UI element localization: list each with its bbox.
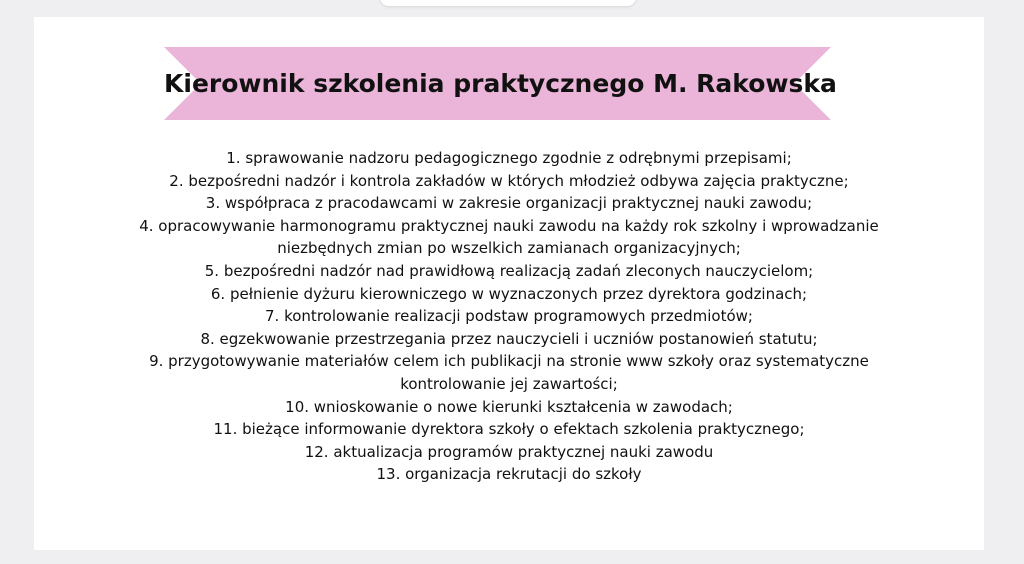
content-card (34, 17, 984, 550)
duty-line: 1. sprawowanie nadzoru pedagogicznego zgodnie z odrębnymi przepisami; (226, 149, 792, 167)
duty-item (74, 350, 944, 395)
duty-line: 2. bezpośredni nadzór i kontrola zakładów w których młodzież odbywa zajęcia praktyczne; (169, 171, 849, 190)
duty-line: 6. pełnienie dyżuru kierowniczego w wyznaczonych przez dyrektora godzinach; (210, 284, 808, 303)
duty-line: 10. wnioskowanie o nowe kierunki kształcenia w zawodach; (285, 397, 733, 416)
page-title: Kierownik szkolenia praktycznego M. Rakowska (164, 69, 837, 98)
duty-line: 8. egzekwowanie przestrzegania przez nauczycieli i uczniów postanowień statutu; (200, 329, 818, 348)
duty-line: 7. kontrolowanie realizacji podstaw programowych przedmiotów; (265, 307, 753, 326)
duty-line: 9. przygotowywanie materiałów celem ich publikacji na stronie www szkoły oraz systematyczne (149, 352, 869, 371)
duty-item (74, 441, 944, 464)
duty-line: 11. bieżące informowanie dyrektora szkoły o efektach szkolenia praktycznego; (213, 420, 805, 439)
top-tab (380, 0, 636, 6)
duty-line: 4. opracowywanie harmonogramu praktycznej nauki zawodu na każdy rok szkolny i wprowadzanie (139, 216, 879, 235)
duty-line: kontrolowanie jej zawartości; (400, 374, 618, 393)
duty-line: 13. organizacja rekrutacji do szkoły (376, 465, 642, 484)
duty-item (74, 396, 944, 419)
duty-item (74, 260, 944, 283)
duty-item (74, 170, 944, 193)
duty-item (74, 215, 944, 260)
duties-list (74, 147, 944, 486)
duty-line: niezbędnych zmian po wszelkich zamianach organizacyjnych; (277, 239, 741, 258)
duty-item (74, 463, 944, 486)
duty-item (74, 147, 944, 170)
duty-line: 5. bezpośredni nadzór nad prawidłową realizacją zadań zleconych nauczycielom; (204, 261, 814, 280)
duty-item (74, 328, 944, 351)
duty-item (74, 305, 944, 328)
duty-item (74, 418, 944, 441)
duty-line: 3. współpraca z pracodawcami w zakresie organizacji praktycznej nauki zawodu; (205, 194, 813, 213)
duty-line: 12. aktualizacja programów praktycznej nauki zawodu (304, 442, 714, 461)
duty-item (74, 283, 944, 306)
duty-item (74, 192, 944, 215)
